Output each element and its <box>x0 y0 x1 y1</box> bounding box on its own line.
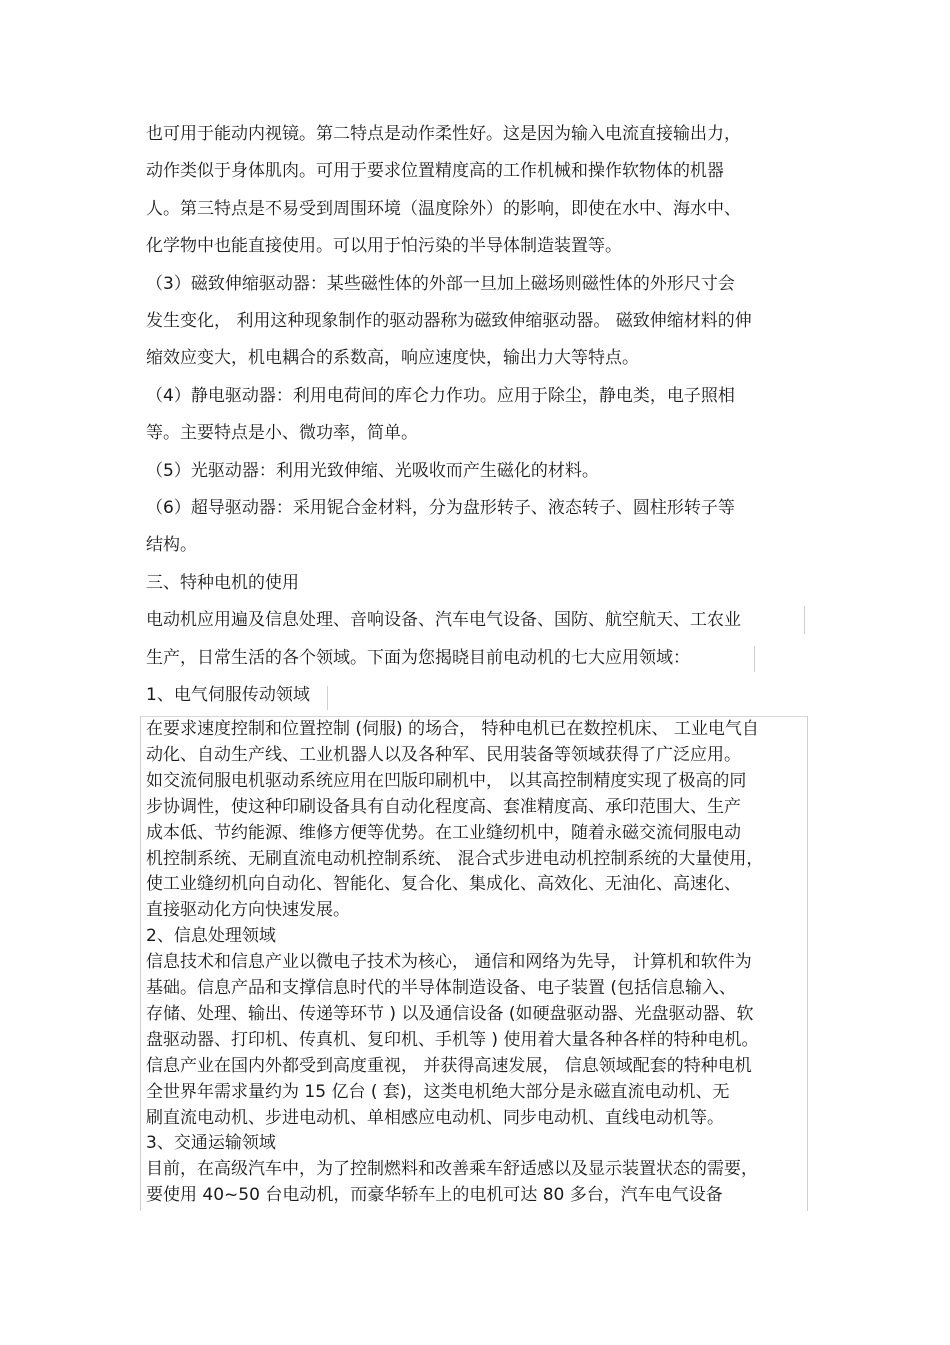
text-line: 3、交通运输领域 <box>146 1133 276 1154</box>
text-line: 动作类似于身体肌肉。可用于要求位置精度高的工作机械和操作软物体的机器 <box>146 161 724 182</box>
text-line: 等。主要特点是小、微功率，简单。 <box>146 423 418 444</box>
text-line: 盘驱动器、打印机、传真机、复印机、手机等 ) 使用着大量各种各样的特种电机。 <box>146 1029 759 1050</box>
text-line: 存储、处理、输出、传递等环节 ) 以及通信设备 (如硬盘驱动器、光盘驱动器、软 <box>146 1003 754 1024</box>
text-line: 电动机应用遍及信息处理、音响设备、汽车电气设备、国防、航空航天、工农业 <box>146 610 741 631</box>
text-line: 在要求速度控制和位置控制 (伺服) 的场合， 特种电机已在数控机床、 工业电气自 <box>146 719 759 739</box>
text-line: 生产，日常生活的各个领域。下面为您揭晓目前电动机的七大应用领域： <box>146 647 690 668</box>
text-line: 机控制系统、无刷直流电动机控制系统、 混合式步进电动机控制系统的大量使用， <box>146 848 764 869</box>
text-line: 1、电气伺服传动领域 <box>146 685 310 705</box>
text-line: 步协调性，使这种印刷设备具有自动化程度高、套准精度高、承印范围大、生产 <box>146 796 741 817</box>
text-line: 发生变化， 利用这种现象制作的驱动器称为磁致伸缩驱动器。 磁致伸缩材料的伸 <box>146 311 752 331</box>
text-line: 信息技术和信息产业以微电子技术为核心， 通信和网络为先导， 计算机和软件为 <box>146 952 752 973</box>
text-line: 成本低、节约能源、维修方便等优势。在工业缝纫机中，随着永磁交流伺服电动 <box>146 822 741 843</box>
text-line: 目前，在高级汽车中，为了控制燃料和改善乘车舒适感以及显示装置状态的需要， <box>146 1159 758 1180</box>
text-line: 三、特种电机的使用 <box>146 572 299 593</box>
text-line: 要使用 40~50 台电动机，而豪华轿车上的电机可达 80 多台，汽车电气设备 <box>146 1185 723 1206</box>
text-line: 动化、自动生产线、工业机器人以及各种军、民用装备等领域获得了广泛应用。 <box>146 744 741 765</box>
text-line: 结构。 <box>146 535 197 556</box>
text-line: 使工业缝纫机向自动化、智能化、复合化、集成化、高效化、无油化、高速化、 <box>146 874 741 895</box>
text-line: 2、信息处理领域 <box>146 926 276 947</box>
scan-divider-line <box>804 606 805 634</box>
text-line: 全世界年需求量约为 15 亿台 ( 套)，这类电机绝大部分是永磁直流电动机、无 <box>146 1081 730 1102</box>
text-line: 基础。信息产品和支撑信息时代的半导体制造设备、电子装置 (包括信息输入、 <box>146 978 737 998</box>
text-line: （5）光驱动器：利用光致伸缩、光吸收而产生磁化的材料。 <box>146 460 599 481</box>
text-line: （4）静电驱动器：利用电荷间的库仑力作功。应用于除尘，静电类，电子照相 <box>146 385 735 406</box>
scan-divider-line <box>754 646 755 672</box>
scan-frame-right <box>807 716 808 1211</box>
text-line: 信息产业在国内外都受到高度重视， 并获得高速发展， 信息领域配套的特种电机 <box>146 1055 752 1076</box>
text-line: （3）磁致伸缩驱动器：某些磁性体的外部一旦加上磁场则磁性体的外形尺寸会 <box>146 273 735 294</box>
scan-divider-line <box>327 686 328 710</box>
text-line: 如交流伺服电机驱动系统应用在凹版印刷机中， 以其高控制精度实现了极高的同 <box>146 770 747 791</box>
text-line: 化学物中也能直接使用。可以用于怕污染的半导体制造装置等。 <box>146 236 622 257</box>
text-line: 直接驱动化方向快速发展。 <box>146 900 350 921</box>
text-line: 人。第三特点是不易受到周围环境（温度除外）的影响，即使在水中、海水中、 <box>146 198 741 219</box>
text-line: 刷直流电动机、步进电动机、单相感应电动机、同步电动机、直线电动机等。 <box>146 1107 724 1128</box>
scan-frame-top <box>140 716 808 717</box>
text-line: 缩效应变大，机电耦合的系数高，响应速度快，输出力大等特点。 <box>146 348 639 369</box>
text-line: （6）超导驱动器：采用铌合金材料，分为盘形转子、液态转子、圆柱形转子等 <box>146 498 735 518</box>
scan-frame-left <box>140 716 141 1211</box>
text-line: 也可用于能动内视镜。第二特点是动作柔性好。这是因为输入电流直接输出力， <box>146 124 741 144</box>
